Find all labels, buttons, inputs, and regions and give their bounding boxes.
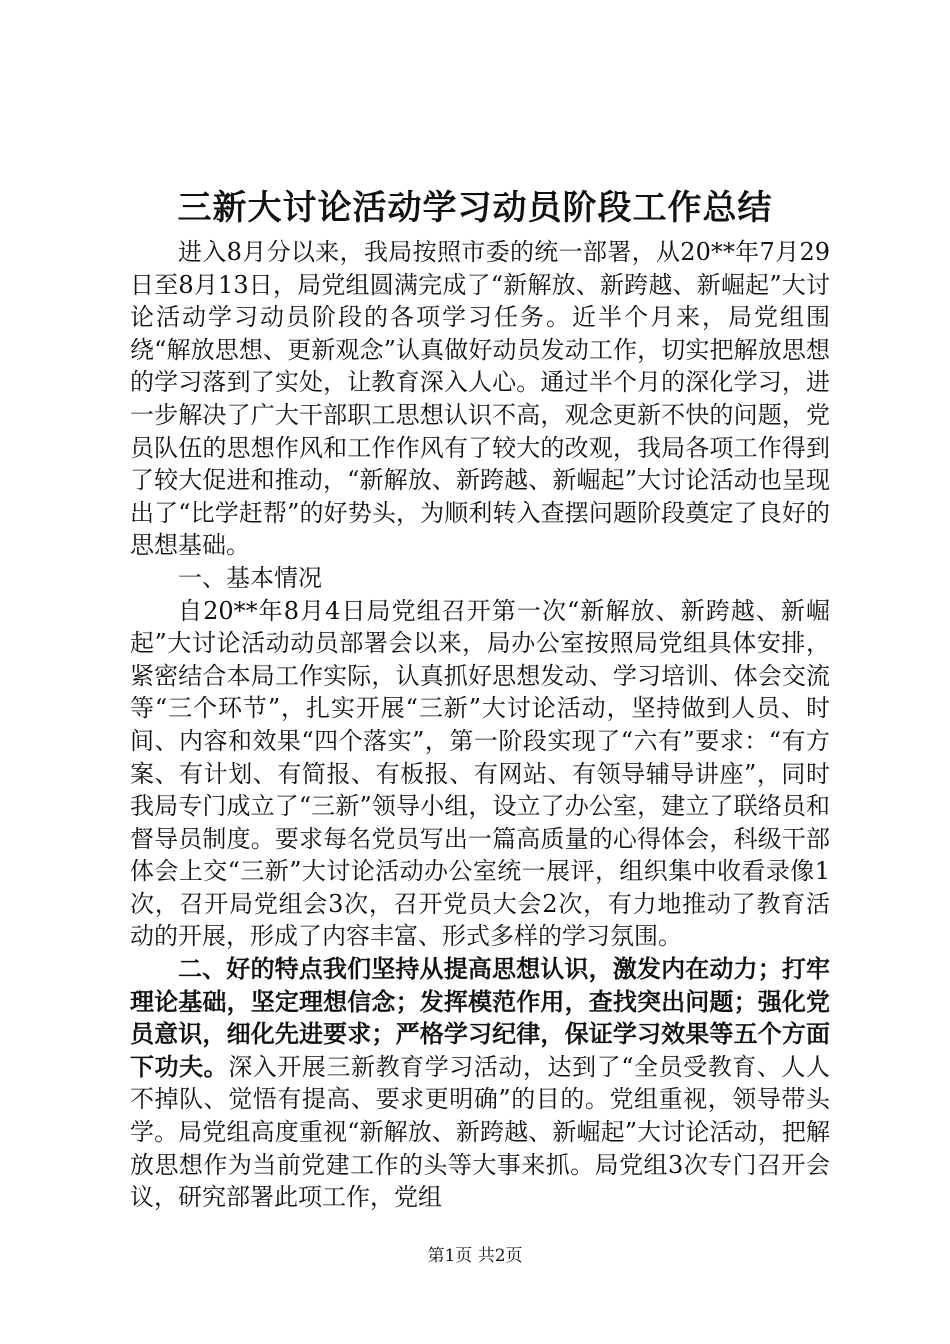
intro-paragraph: 进入8月分以来，我局按照市委的统一部署，从20**年7月29日至8月13日，局党组圆满完成了“新解放、新跨越、新崛起”大讨论活动学习动员阶段的各项学习任务。近半个月来，局党组围绕“解放思想、更新观念”认真做好动员发动工作，切实把解放思想的学习落到了实处，让教育深入人心。通过半个月的深化学习，进一步解决了广大干部职工思想认识不高，观念更新不快的问题，党员队伍的思想作风和工作作风有了较大的改观，我局各项工作得到了较大促进和推动，“新解放、新跨越、新崛起”大讨论活动也呈现出了“比学赶帮”的好势头，为顺利转入查摆问题阶段奠定了良好的思想基础。 — [130, 238, 830, 560]
section-heading-basic-info: 一、基本情况 — [178, 563, 322, 592]
section-features-paragraph — [130, 953, 830, 1214]
document-body — [130, 236, 830, 1214]
section-features-bold-heading: 二、好的特点我们坚持从提高思想认识，激发内在动力；打牢理论基础，坚定理想信念；发挥模范作用，查找突出问题；强化党员意识，细化先进要求；严格学习纪律，保证学习效果等五个方面下功夫。 — [130, 955, 830, 1081]
document-title: 三新大讨论活动学习动员阶段工作总结 — [177, 188, 773, 228]
section-basic-info-paragraph: 自20**年8月4日局党组召开第一次“新解放、新跨越、新崛起”大讨论活动动员部署会以来，局办公室按照局党组具体安排，紧密结合本局工作实际，认真抓好思想发动、学习培训、体会交流等“三个环节”，扎实开展“三新”大讨论活动，坚持做到人员、时间、内容和效果“四个落实”，第一阶段实现了“六有”要求：“有方案、有计划、有简报、有板报、有网站、有领导辅导讲座”，同时我局专门成立了“三新”领导小组，设立了办公室，建立了联络员和督导员制度。要求每名党员写出一篇高质量的心得体会，科级干部体会上交“三新”大讨论活动办公室统一展评，组织集中收看录像1次，召开局党组会3次，召开党员大会2次，有力地推动了教育活动的开展，形成了内容丰富、形式多样的学习氛围。 — [130, 596, 830, 951]
section-features-text: 深入开展三新教育学习活动，达到了“全员受教育、人人不掉队、觉悟有提高、要求更明确”的目的。党组重视，领导带头学。局党组高度重视“新解放、新跨越、新崛起”大讨论活动，把解放思想作为当前党建工作的头等大事来抓。局党组3次专门召开会议，研究部署此项工作，党组 — [130, 1052, 830, 1212]
page-footer: 第1页 共2页 — [427, 1246, 523, 1266]
